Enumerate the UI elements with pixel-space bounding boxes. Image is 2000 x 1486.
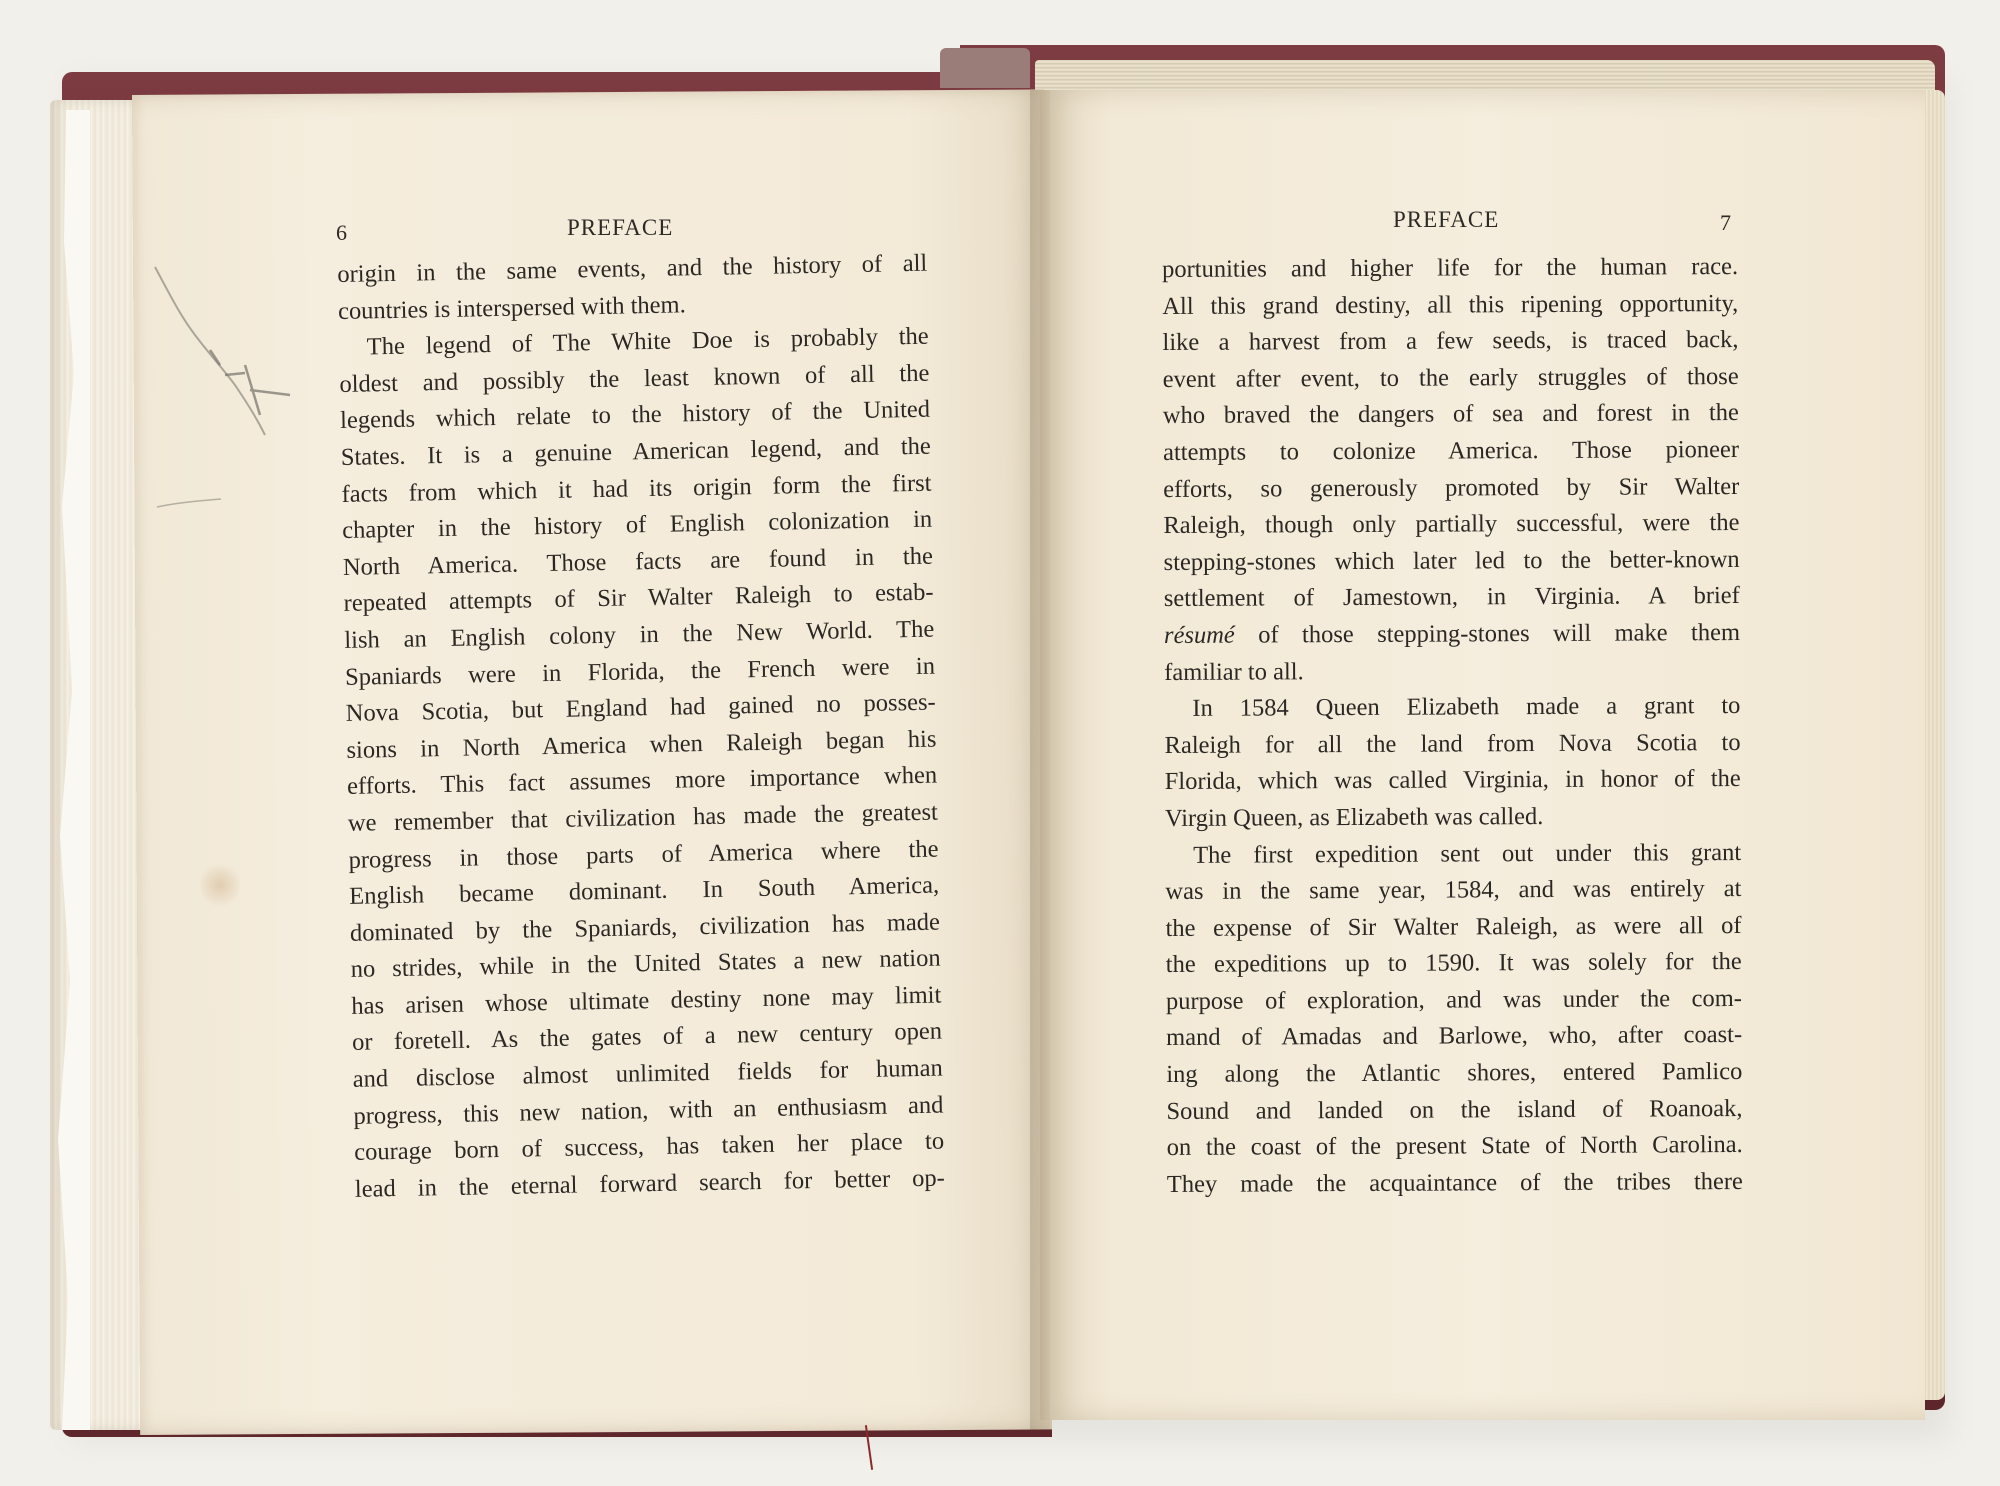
text-line: facts from which it had its origin form the first [341,469,932,508]
page-number-left: 6 [336,220,347,245]
text-line: English became dominant. In South America, [349,871,940,910]
text-line: or foretell. As the gates of a new century open [351,1017,943,1057]
left-page-body [337,246,945,1209]
text-line: mand of Amadas and Barlowe, who, after coast- [1166,1021,1743,1052]
text-line: lead in the eternal forward search for better op- [354,1164,946,1203]
text-line: the expense of Sir Walter Raleigh, as were all of [1165,911,1742,942]
text-line: progress in those parts of America where the [348,835,939,874]
text-line: progress, this new nation, with an enthusiasm and [353,1091,944,1130]
text-line: portunities and higher life for the human race. [1162,252,1739,283]
text-line: Virgin Queen, as Elizabeth was called. [1164,802,1544,832]
text-line: attempts to colonize America. Those pioneer [1162,435,1740,466]
running-header-left: PREFACE [567,215,674,240]
book-gutter [1030,90,1050,1430]
text-line: efforts, so generously promoted by Sir Walter [1163,472,1740,503]
text-line: was in the same year, 1584, and was entirely at [1165,875,1742,906]
text-line: the expeditions up to 1590. It was solely for the [1165,948,1742,979]
spine-headband [940,48,1030,88]
right-page-body [1162,249,1743,1203]
foxing-stain [200,860,240,910]
text-line: countries is interspersed with them. [337,290,686,325]
text-line: oldest and possibly the least known of all the [339,359,930,398]
pencil-mark [150,265,320,455]
text-line: Sound and landed on the island of Roanoak, [1166,1094,1743,1125]
text-line: purpose of exploration, and was under the com- [1165,984,1742,1015]
text-line: courage born of success, has taken her place to [353,1127,945,1167]
text-line: settlement of Jamestown, in Virginia. A brief [1163,582,1740,613]
text-line: origin in the same events, and the history of all [337,249,928,288]
text-line: States. It is a genuine American legend, and the [340,432,931,471]
text-line: Spaniards were in Florida, the French were in [344,652,936,691]
text-line: sions in North America when Raleigh began his [346,725,937,764]
italic-word: résumé [1163,621,1235,649]
text-line: has arisen whose ultimate destiny none may limit [351,981,942,1020]
text-line: we remember that civilization has made the greatest [347,798,939,837]
text-line: like a harvest from a few seeds, is traced back, [1162,326,1739,357]
text-line: In 1584 Queen Elizabeth made a grant to [1192,692,1741,722]
pencil-stroke [155,495,225,515]
text-line: All this grand destiny, all this ripening opportunity, [1162,289,1739,320]
text-line: lish an English colony in the New World. The [344,615,935,654]
text-line: ing along the Atlantic shores, entered Pamlico [1166,1058,1743,1089]
text-line: dominated by the Spaniards, civilization has made [349,908,941,947]
page-number-right: 7 [1720,210,1731,235]
text-line: on the coast of the present State of North Carolina. [1166,1131,1743,1162]
text-line: Raleigh, though only partially successful, were the [1163,509,1740,540]
text-line: and disclose almost unlimited fields for human [352,1054,943,1093]
text-line: repeated attempts of Sir Walter Raleigh to estab- [343,578,934,618]
text-line: The first expedition sent out under this grant [1193,838,1742,869]
text-line: résumé of those stepping-stones will make them [1163,618,1741,649]
text-line: legends which relate to the history of the United [339,396,931,435]
text-line: event after event, to the early struggles of those [1162,362,1739,393]
text-line: efforts. This fact assumes more importance when [346,761,938,801]
text-line: stepping-stones which later led to the better-known [1163,545,1740,576]
text-line: Raleigh for all the land from Nova Scotia to [1164,728,1741,759]
text-line: chapter in the history of English colonization in [341,505,933,545]
text-line: They made the acquaintance of the tribes there [1166,1167,1743,1198]
text-line: Nova Scotia, but England had gained no posses- [345,688,936,728]
text-line: no strides, while in the United States a new nation [350,944,941,984]
text-line: North America. Those facts are found in the [342,542,934,581]
text-line: familiar to all. [1164,657,1304,686]
text-line: The legend of The White Doe is probably the [366,322,929,361]
text-line: Florida, which was called Virginia, in honor of the [1164,765,1741,796]
running-header-right: PREFACE [1393,207,1500,232]
text-line: who braved the dangers of sea and forest in the [1162,399,1739,430]
